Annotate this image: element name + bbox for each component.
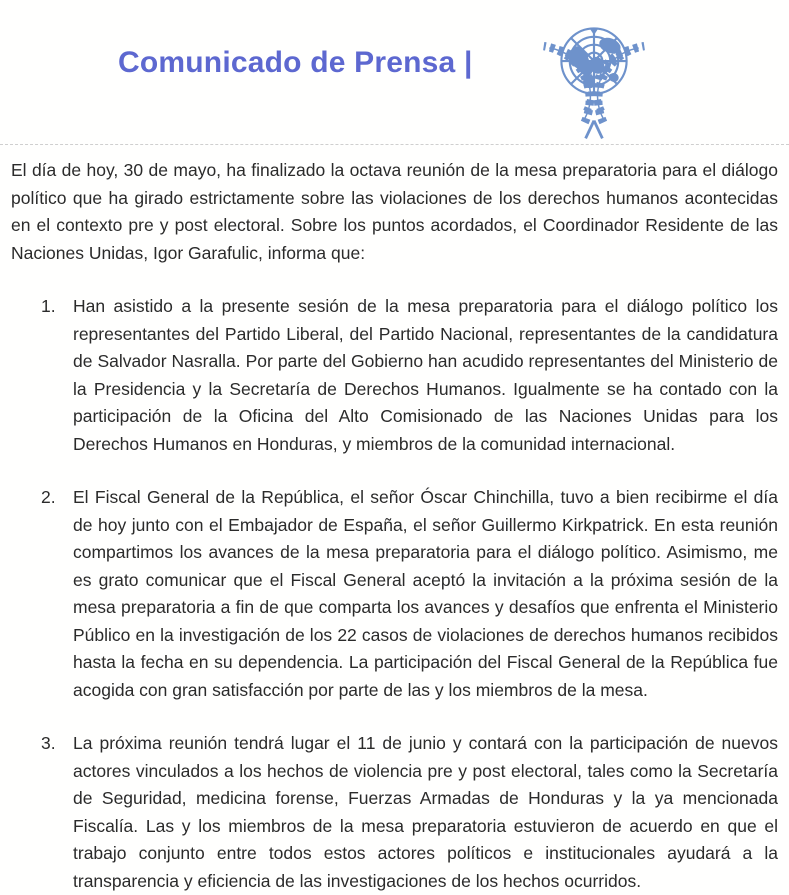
list-item	[41, 293, 778, 458]
numbered-list	[11, 293, 778, 895]
list-item	[41, 730, 778, 895]
intro-paragraph: El día de hoy, 30 de mayo, ha finalizado la octava reunión de la mesa preparatoria para el diálogo político que ha girado estrictamente sobre las violaciones de los derechos humanos acontecidas en el contexto pre y post electoral. Sobre los puntos acordados, el Coordinador Residente de las Naciones Unidas, Igor Garafulic, informa que:	[11, 160, 778, 263]
list-item-text: El Fiscal General de la República, el señor Óscar Chinchilla, tuvo a bien recibirme el día de hoy junto con el Embajador de España, el señor Guillermo Kirkpatrick. En esta reunión compartimos los avances de la mesa preparatoria para el diálogo político. Asimismo, me es grato comunicar que el Fiscal General aceptó la invitación a la próxima sesión de la mesa preparatoria a fin de que comparta los avances y desafíos que enfrenta el Ministerio Público en la investigación de los 22 casos de violaciones de derechos humanos recibidos hasta la fecha en su dependencia. La participación del Fiscal General de la República fue acogida con gran satisfacción por parte de las y los miembros de la mesa.	[73, 487, 778, 700]
document-header	[0, 0, 789, 145]
list-item	[41, 484, 778, 704]
list-item-text: Han asistido a la presente sesión de la mesa preparatoria para el diálogo político los representantes del Partido Liberal, del Partido Nacional, representantes de la candidatura de Salvador Nasralla. Por parte del Gobierno han acudido representantes del Ministerio de la Presidencia y la Secretaría de Derechos Humanos. Igualmente se ha contado con la participación de la Oficina del Alto Comisionado de las Naciones Unidas para los Derechos Humanos en Honduras, y miembros de la comunidad internacional.	[73, 296, 778, 454]
united-nations-emblem-icon	[528, 7, 660, 143]
list-item-text: La próxima reunión tendrá lugar el 11 de junio y contará con la participación de nuevos actores vinculados a los hechos de violencia pre y post electoral, tales como la Secretaría de Seguridad, medicina forense, Fuerzas Armadas de Honduras y la ya mencionada Fiscalía. Las y los miembros de la mesa preparatoria estuvieron de acuerdo en que el trabajo conjunto entre todos estos actores políticos e institucionales ayudará a la transparencia y eficiencia de las investigaciones de los hechos ocurridos.	[73, 733, 778, 891]
page-title: Comunicado de Prensa |	[118, 46, 473, 79]
list-item-number: 1.	[41, 296, 56, 316]
list-item-number: 3.	[41, 733, 56, 753]
list-item-number: 2.	[41, 487, 56, 507]
